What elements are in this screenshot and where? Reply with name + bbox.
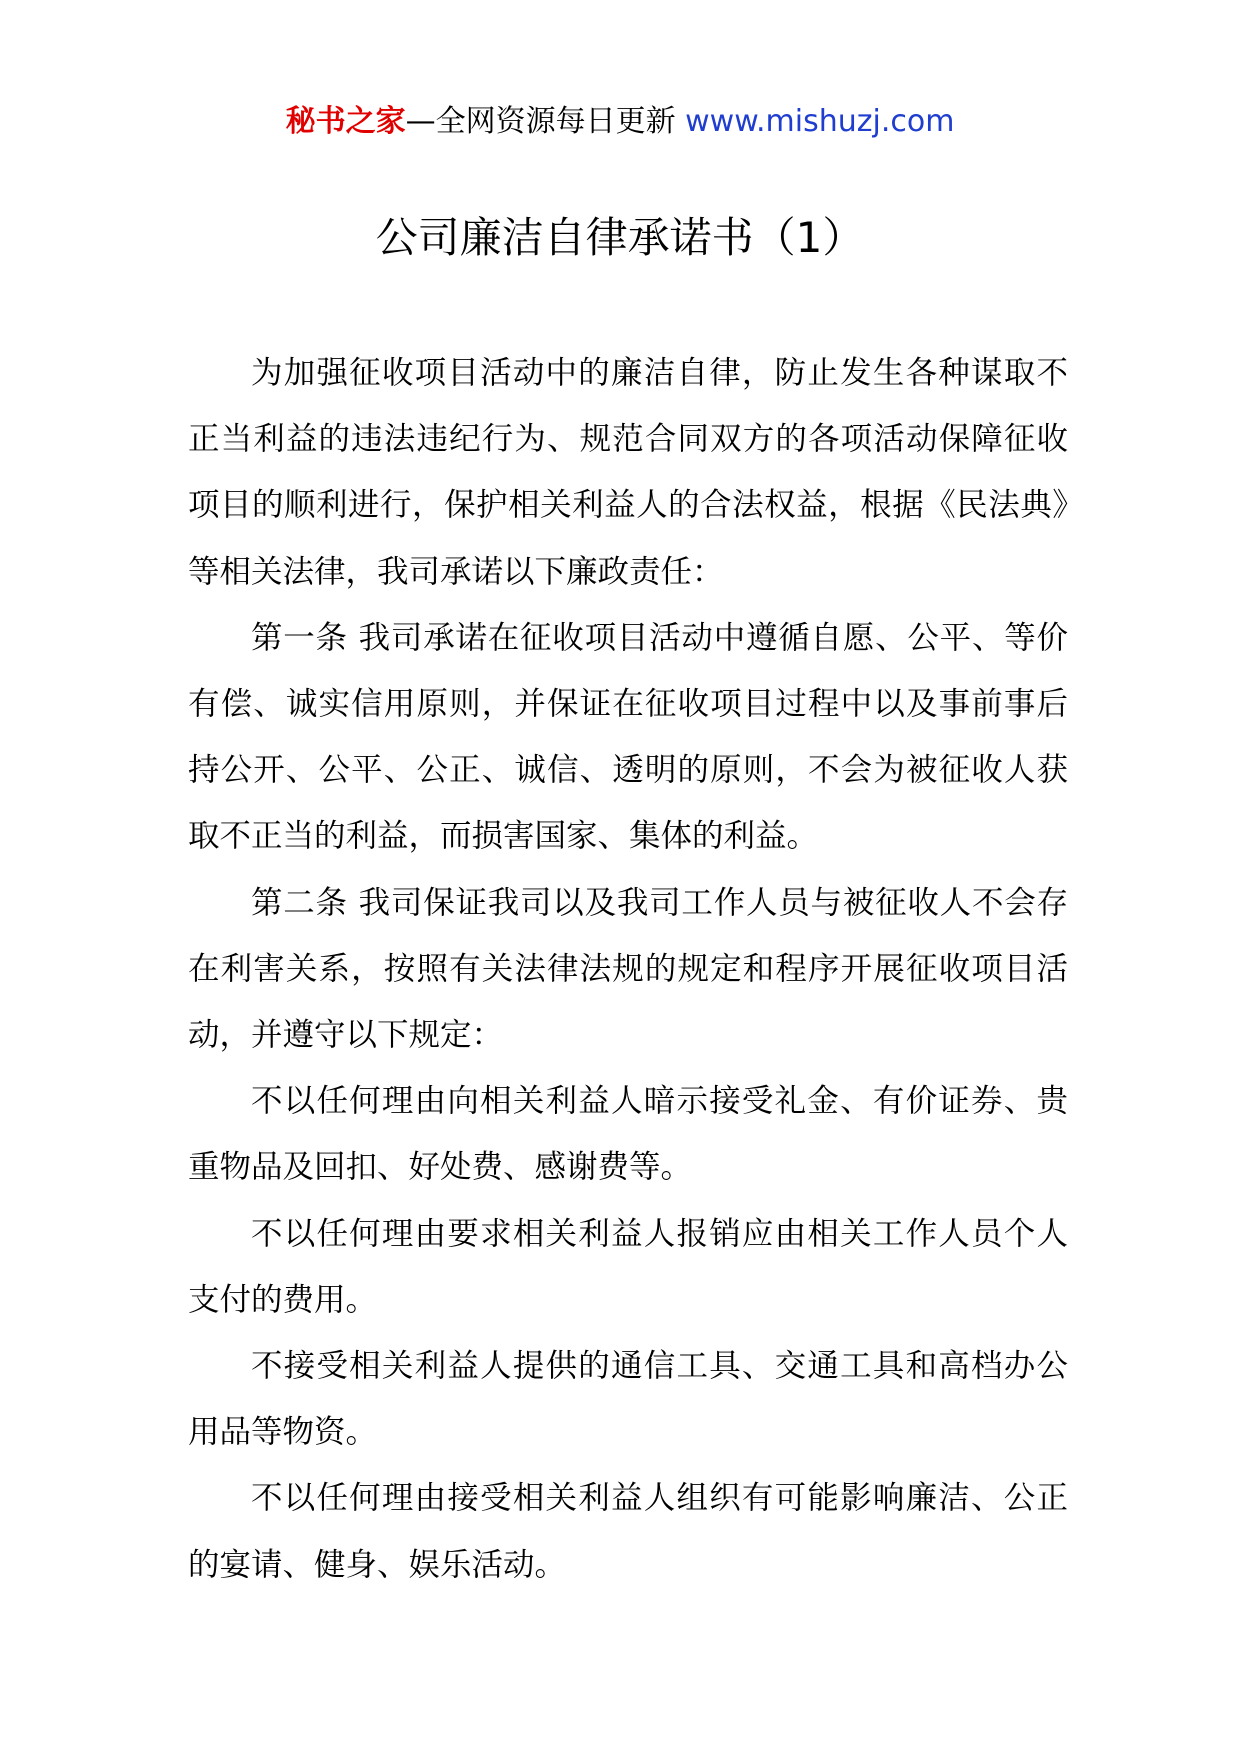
paragraph: 第一条 我司承诺在征收项目活动中遵循自愿、公平、等价有偿、诚实信用原则，并保证在征收项目过程中以及事前事后持公开、公平、公正、诚信、透明的原则，不会为被征收人获取不正当的利益，而损害国家、集体的利益。 [188, 619, 1068, 855]
site-url-link[interactable]: www.mishuzj.com [685, 104, 955, 139]
site-brand: 秘书之家 [285, 104, 406, 139]
document-body [188, 340, 1068, 1598]
site-header [0, 100, 1240, 144]
paragraph: 不以任何理由要求相关利益人报销应由相关工作人员个人支付的费用。 [188, 1215, 1068, 1318]
paragraph: 不以任何理由向相关利益人暗示接受礼金、有价证券、贵重物品及回扣、好处费、感谢费等。 [188, 1083, 1068, 1186]
paragraph: 不以任何理由接受相关利益人组织有可能影响廉洁、公正的宴请、健身、娱乐活动。 [188, 1480, 1068, 1583]
paragraph: 第二条 我司保证我司以及我司工作人员与被征收人不会存在利害关系，按照有关法律法规的规定和程序开展征收项目活动，并遵守以下规定： [188, 884, 1068, 1054]
site-tagline: —全网资源每日更新 [405, 104, 676, 139]
paragraph: 不接受相关利益人提供的通信工具、交通工具和高档办公用品等物资。 [188, 1348, 1068, 1451]
paragraph: 为加强征收项目活动中的廉洁自律，防止发生各种谋取不正当利益的违法违纪行为、规范合同双方的各项活动保障征收项目的顺利进行，保护相关利益人的合法权益，根据《民法典》等相关法律，我司承诺以下廉政责任： [188, 355, 1068, 590]
document-title: 公司廉洁自律承诺书（1） [375, 213, 865, 262]
